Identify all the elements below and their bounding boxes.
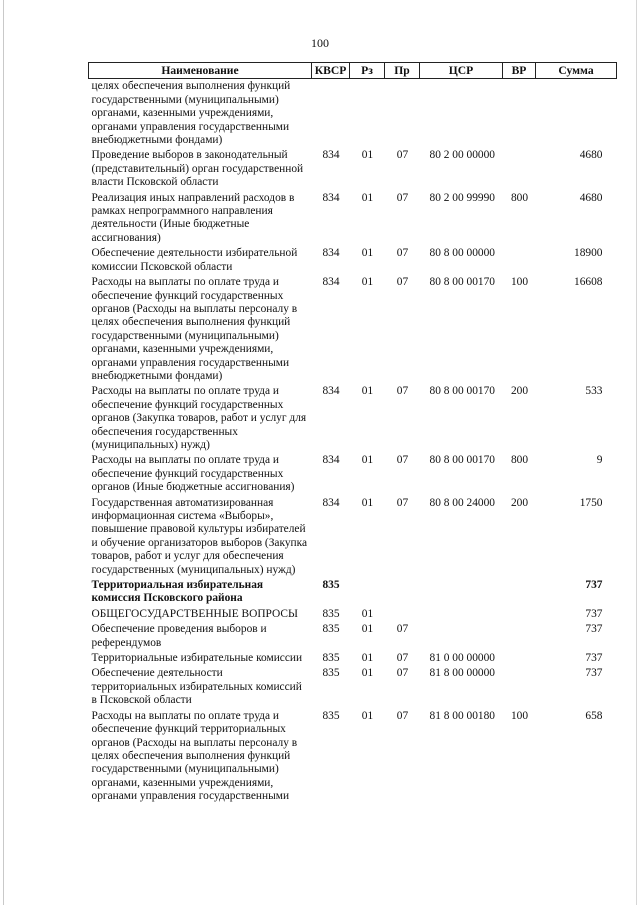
cell-csr: 80 2 00 00000: [429, 149, 495, 162]
cell-pr: 07: [396, 623, 409, 636]
cell-name: Территориальная избирательная комиссия Псковского района: [91, 579, 264, 605]
cell-rz: 01: [361, 607, 374, 620]
cell-kvsr: 835: [322, 579, 340, 592]
page-edge-left: [3, 0, 4, 905]
cell-sum: 737: [585, 667, 603, 680]
cell-rz: [350, 578, 385, 607]
cell-name: Государственная автоматизированная информационная система «Выборы», повышение правовой культуры избирателей и обучение организаторов выборов (Закупка товаров, работ и услуг для обеспечения государственных (муниципальных) нужд): [91, 496, 308, 576]
cell-kvsr: 834: [322, 496, 340, 509]
cell-pr: 07: [396, 709, 409, 722]
cell-csr: [420, 79, 503, 149]
cell-name: целях обеспечения выполнения функций государственными (муниципальными) органами, казенными учреждениями, органами управления государственными внебюджетными фондами): [91, 80, 291, 147]
cell-sum: 737: [585, 579, 603, 592]
cell-vr: 100: [510, 709, 529, 722]
cell-rz: 01: [361, 454, 374, 467]
cell-name: Расходы на выплаты по оплате труда и обеспечение функций государственных органов (Закупка товаров, работ и услуг для обеспечения государственных (муниципальных) нужд): [91, 385, 307, 451]
cell-csr: 81 0 00 00000: [429, 652, 495, 665]
cell-rz: 01: [361, 276, 374, 289]
cell-sum: 533: [585, 385, 603, 398]
table-row: [89, 148, 617, 190]
cell-vr: [503, 651, 536, 666]
cell-rz: 01: [361, 149, 374, 162]
cell-rz: 01: [361, 623, 374, 636]
cell-rz: 01: [361, 191, 374, 204]
cell-kvsr: 834: [322, 454, 340, 467]
cell-kvsr: [312, 79, 350, 149]
cell-sum: 4680: [579, 191, 603, 204]
cell-pr: 07: [396, 191, 409, 204]
table-row-section: [89, 578, 617, 607]
cell-kvsr: 835: [322, 607, 340, 620]
cell-csr: [420, 607, 503, 622]
cell-vr: 200: [510, 496, 529, 509]
header-name: Наименование: [89, 63, 312, 79]
cell-vr: [503, 246, 536, 275]
cell-vr: 200: [510, 385, 529, 398]
cell-kvsr: 834: [322, 247, 340, 260]
cell-rz: 01: [361, 385, 374, 398]
cell-pr: [385, 79, 420, 149]
table-row: [89, 622, 617, 651]
table-body: [89, 79, 617, 805]
cell-pr: 07: [396, 454, 409, 467]
cell-csr: 80 8 00 00170: [429, 276, 495, 289]
cell-name: Обеспечение проведения выборов и референдумов: [91, 623, 267, 649]
cell-vr: [503, 79, 536, 149]
cell-kvsr: 835: [322, 709, 340, 722]
table-row: [89, 191, 617, 247]
cell-vr: [503, 622, 536, 651]
table-row: [89, 607, 617, 622]
header-sum: Сумма: [536, 63, 617, 79]
cell-sum: [536, 79, 617, 149]
cell-name: Территориальные избирательные комиссии: [91, 652, 303, 665]
cell-vr: [503, 666, 536, 708]
cell-csr: 81 8 00 00000: [429, 667, 495, 680]
cell-pr: 07: [396, 652, 409, 665]
cell-name: Расходы на выплаты по оплате труда и обеспечение функций государственных органов (Расходы на выплаты персоналу в целях обеспечения выполнения функций государственными (муниципальными) органами, казенными учреждениями, органами управления государственными внебюджетными фондами): [91, 276, 298, 382]
cell-kvsr: 834: [322, 276, 340, 289]
cell-vr: 800: [510, 191, 529, 204]
cell-kvsr: 834: [322, 385, 340, 398]
cell-sum: 658: [585, 709, 603, 722]
table-row: [89, 246, 617, 275]
table-row: [89, 275, 617, 384]
cell-pr: 07: [396, 247, 409, 260]
cell-rz: 01: [361, 496, 374, 509]
cell-sum: 9: [596, 454, 603, 467]
cell-kvsr: 835: [322, 623, 340, 636]
cell-rz: 01: [361, 667, 374, 680]
cell-csr: 80 8 00 00170: [429, 454, 495, 467]
table-row: [89, 651, 617, 666]
cell-name: Обеспечение деятельности избирательной комиссии Псковской области: [91, 247, 298, 273]
budget-table: [88, 62, 617, 805]
cell-sum: 1750: [579, 496, 603, 509]
cell-name: Расходы на выплаты по оплате труда и обеспечение функций государственных органов (Иные бюджетные ассигнования): [91, 454, 295, 494]
cell-vr: [503, 578, 536, 607]
cell-name: Реализация иных направлений расходов в рамках непрограммного направления деятельности (Иные бюджетные ассигнования): [91, 191, 295, 244]
cell-vr: [503, 607, 536, 622]
cell-rz: 01: [361, 652, 374, 665]
cell-csr: 80 2 00 99990: [429, 191, 495, 204]
cell-kvsr: 835: [322, 652, 340, 665]
cell-pr: [385, 578, 420, 607]
cell-kvsr: 834: [322, 149, 340, 162]
cell-csr: [420, 622, 503, 651]
cell-csr: 81 8 00 00180: [429, 709, 495, 722]
table-row: [89, 384, 617, 453]
cell-sum: 737: [585, 623, 603, 636]
cell-sum: 4680: [579, 149, 603, 162]
table-row: [89, 709, 617, 805]
table-header: [89, 63, 617, 79]
cell-pr: 07: [396, 667, 409, 680]
table-row: [89, 496, 617, 578]
cell-vr: [503, 148, 536, 190]
cell-pr: 07: [396, 276, 409, 289]
cell-pr: [385, 607, 420, 622]
cell-name: Проведение выборов в законодательный (представительный) орган государственной власти Псковской области: [91, 149, 304, 189]
header-vr: ВР: [503, 63, 536, 79]
cell-kvsr: 835: [322, 667, 340, 680]
cell-pr: 07: [396, 496, 409, 509]
cell-vr: 100: [510, 276, 529, 289]
cell-csr: 80 8 00 24000: [429, 496, 495, 509]
header-pr: Пр: [385, 63, 420, 79]
table-row: [89, 79, 617, 149]
cell-name: ОБЩЕГОСУДАРСТВЕННЫЕ ВОПРОСЫ: [91, 607, 298, 620]
cell-pr: 07: [396, 149, 409, 162]
cell-vr: 800: [510, 454, 529, 467]
cell-sum: 737: [585, 607, 603, 620]
cell-rz: [350, 79, 385, 149]
cell-sum: 18900: [574, 247, 603, 260]
header-rz: Рз: [350, 63, 385, 79]
table-row: [89, 666, 617, 708]
header-kvsr: КВСР: [312, 63, 350, 79]
cell-name: Обеспечение деятельности территориальных избирательных комиссий в Псковской области: [91, 667, 302, 707]
cell-csr: [420, 578, 503, 607]
cell-kvsr: 834: [322, 191, 340, 204]
cell-rz: 01: [361, 247, 374, 260]
page-edge-right: [636, 0, 637, 905]
cell-rz: 01: [361, 709, 374, 722]
cell-sum: 16608: [574, 276, 603, 289]
cell-pr: 07: [396, 385, 409, 398]
cell-csr: 80 8 00 00000: [429, 247, 495, 260]
cell-csr: 80 8 00 00170: [429, 385, 495, 398]
cell-name: Расходы на выплаты по оплате труда и обеспечение функций территориальных органов (Расходы на выплаты персоналу в целях обеспечения выполнения функций государственными (муниципальными) органами, казенными учреждениями, органами управления государственными: [91, 709, 298, 803]
header-csr: ЦСР: [420, 63, 503, 79]
cell-sum: 737: [585, 652, 603, 665]
table-row: [89, 453, 617, 495]
page-number: 100: [311, 36, 329, 50]
